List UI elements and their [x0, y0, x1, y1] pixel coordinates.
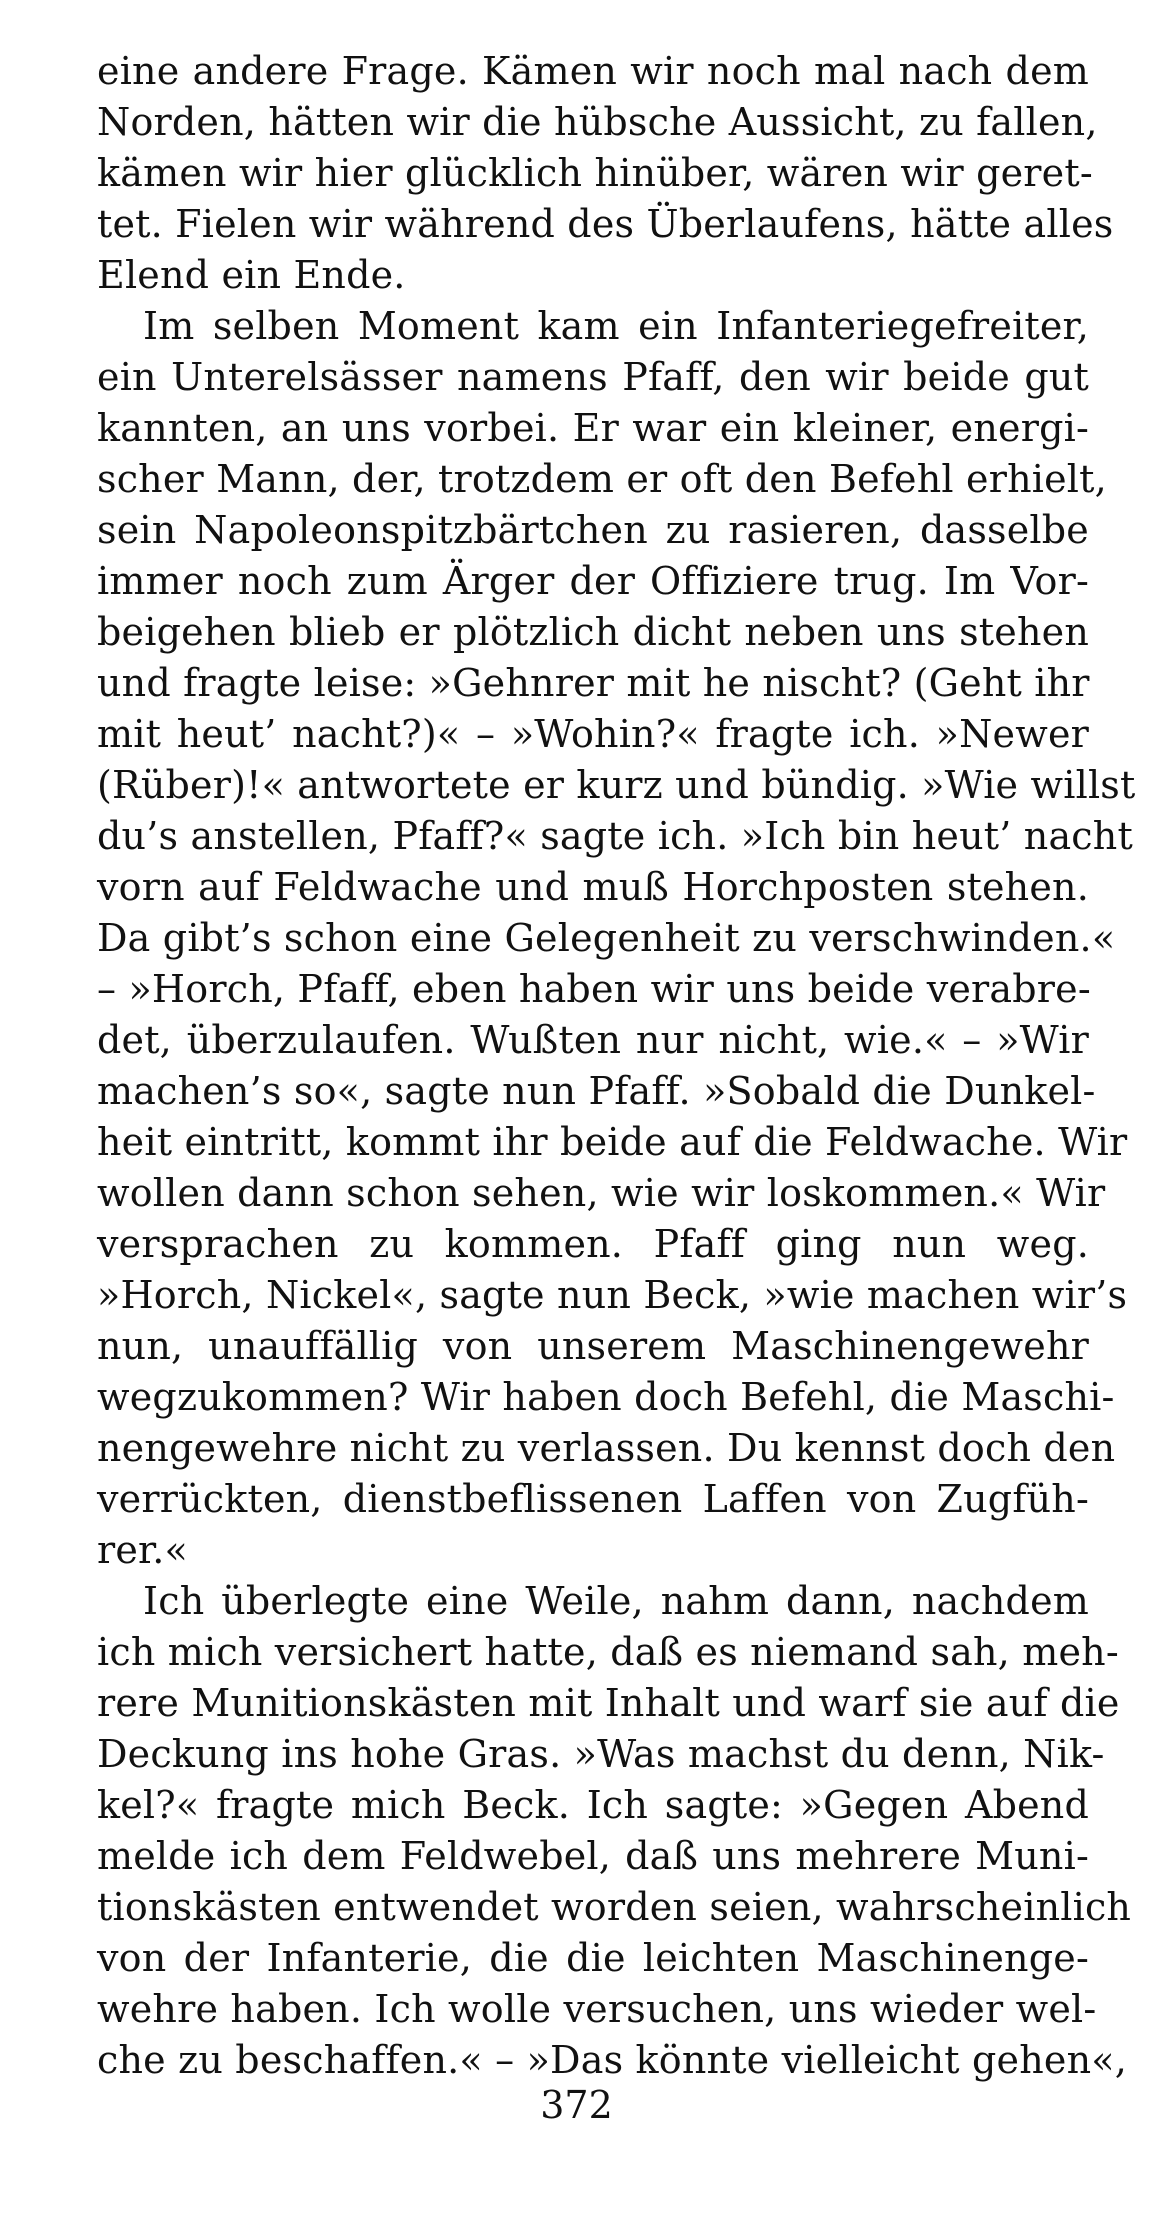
text-line: »Horch, Nickel«, sagte nun Beck, »wie machen wir’s	[97, 1273, 1128, 1317]
text-line: Deckung ins hohe Gras. »Was machst du denn, Nik-	[97, 1732, 1105, 1776]
body-text	[97, 46, 1136, 2086]
text-line: beigehen blieb er plötzlich dicht neben uns stehen	[97, 610, 1089, 654]
text-line: Im selben Moment kam ein Infanteriegefreiter,	[143, 304, 1089, 348]
paragraph-1	[97, 46, 1114, 301]
text-line: Da gibt’s schon eine Gelegenheit zu verschwinden.«	[97, 916, 1116, 960]
text-line: tionskästen entwendet worden seien, wahrscheinlich	[97, 1885, 1132, 1929]
text-line: eine andere Frage. Kämen wir noch mal nach dem	[97, 49, 1089, 93]
text-line: Ich überlegte eine Weile, nahm dann, nachdem	[143, 1579, 1089, 1623]
text-line: wehre haben. Ich wolle versuchen, uns wieder wel-	[97, 1987, 1097, 2031]
text-line: heit eintritt, kommt ihr beide auf die Feldwache. Wir	[97, 1120, 1128, 1164]
text-line: (Rüber)!« antwortete er kurz und bündig. »Wie willst	[97, 763, 1136, 807]
text-line: immer noch zum Ärger der Offiziere trug. Im Vor-	[97, 559, 1089, 603]
text-line: Elend ein Ende.	[97, 253, 406, 297]
text-line: ich mich versichert hatte, daß es niemand sah, meh-	[97, 1630, 1119, 1674]
text-line: ein Unterelsässer namens Pfaff, den wir beide gut	[97, 355, 1089, 399]
text-line: tet. Fielen wir während des Überlaufens, hätte alles	[97, 202, 1114, 246]
text-line: vorn auf Feldwache und muß Horchposten stehen.	[97, 865, 1089, 909]
text-line: von der Infanterie, die die leichten Maschinenge-	[97, 1936, 1089, 1980]
text-line: versprachen zu kommen. Pfaff ging nun weg.	[97, 1222, 1089, 1266]
text-line: nun, unauffällig von unserem Maschinengewehr	[97, 1324, 1089, 1368]
text-line: verrückten, dienstbeflissenen Laffen von Zugfüh-	[97, 1477, 1089, 1521]
text-line: rere Munitionskästen mit Inhalt und warf sie auf die	[97, 1681, 1120, 1725]
text-line: Norden, hätten wir die hübsche Aussicht, zu fallen,	[97, 100, 1098, 144]
text-line: kannten, an uns vorbei. Er war ein kleiner, energi-	[97, 406, 1089, 450]
text-line: mit heut’ nacht?)« – »Wohin?« fragte ich. »Newer	[97, 712, 1089, 756]
text-line: nengewehre nicht zu verlassen. Du kennst doch den	[97, 1426, 1116, 1470]
text-line: rer.«	[97, 1528, 188, 1572]
page-number: 372	[540, 2083, 613, 2127]
text-line: du’s anstellen, Pfaff?« sagte ich. »Ich bin heut’ nacht	[97, 814, 1133, 858]
text-line: machen’s so«, sagte nun Pfaff. »Sobald die Dunkel-	[97, 1069, 1096, 1113]
text-line: kämen wir hier glücklich hinüber, wären wir geret-	[97, 151, 1093, 195]
text-line: wegzukommen? Wir haben doch Befehl, die Maschi-	[97, 1375, 1115, 1419]
paragraph-2	[97, 301, 1136, 1576]
text-line: – »Horch, Pfaff, eben haben wir uns beide verabre-	[97, 967, 1091, 1011]
text-line: kel?« fragte mich Beck. Ich sagte: »Gegen Abend	[97, 1783, 1089, 1827]
text-line: und fragte leise: »Gehnrer mit he nischt? (Geht ihr	[97, 661, 1090, 705]
text-line: det, überzulaufen. Wußten nur nicht, wie.« – »Wir	[97, 1018, 1089, 1062]
text-line: sein Napoleonspitzbärtchen zu rasieren, dasselbe	[97, 508, 1089, 552]
text-line: wollen dann schon sehen, wie wir loskommen.« Wir	[97, 1171, 1106, 1215]
text-line: scher Mann, der, trotzdem er oft den Befehl erhielt,	[97, 457, 1107, 501]
text-line: che zu beschaffen.« – »Das könnte vielleicht gehen«,	[97, 2038, 1127, 2082]
text-line: melde ich dem Feldwebel, daß uns mehrere Muni-	[97, 1834, 1089, 1878]
paragraph-3	[97, 1576, 1132, 2086]
